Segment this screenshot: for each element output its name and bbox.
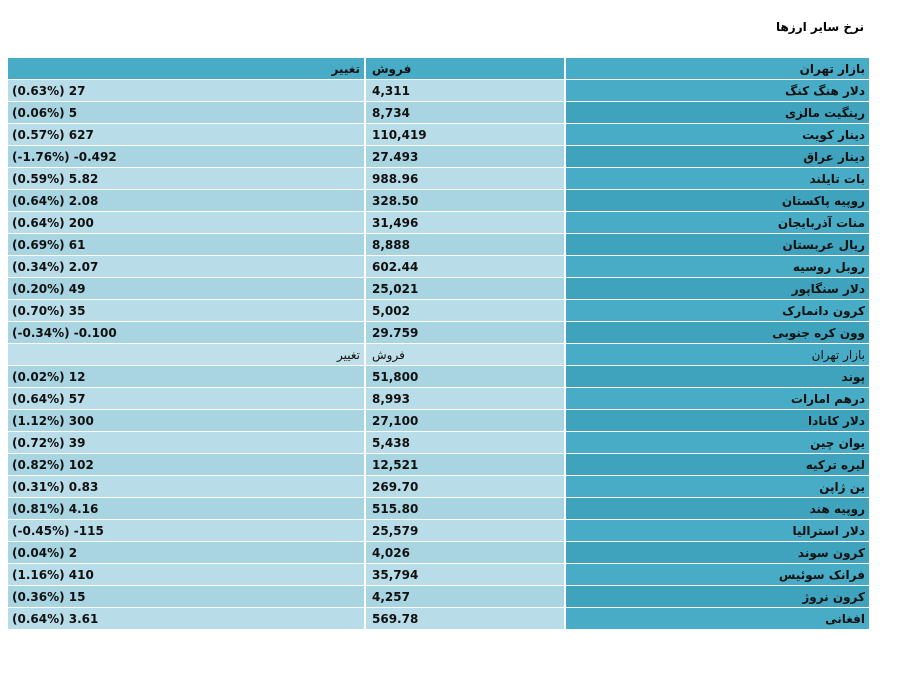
sell-cell: 569.78 xyxy=(366,608,566,630)
currency-name-cell: ین ژاپن xyxy=(566,476,869,498)
table-row xyxy=(8,212,869,234)
sell-cell: 8,888 xyxy=(366,234,566,256)
currency-name-cell: دینار عراق xyxy=(566,146,869,168)
change-cell: (1.16%) 410 xyxy=(8,564,366,586)
change-cell: (1.12%) 300 xyxy=(8,410,366,432)
change-cell: (0.81%) 4.16 xyxy=(8,498,366,520)
currency-name-cell: وون کره جنوبی xyxy=(566,322,869,344)
currency-name-cell: روپیه هند xyxy=(566,498,869,520)
table-row xyxy=(8,542,869,564)
currency-name-cell: دلار کانادا xyxy=(566,410,869,432)
sell-cell: 25,021 xyxy=(366,278,566,300)
change-cell: (0.64%) 200 xyxy=(8,212,366,234)
change-cell: (0.20%) 49 xyxy=(8,278,366,300)
sell-cell: 4,311 xyxy=(366,80,566,102)
subheader-sell: فروش xyxy=(366,344,566,366)
table-row xyxy=(8,366,869,388)
change-cell: (0.72%) 39 xyxy=(8,432,366,454)
sell-cell: 25,579 xyxy=(366,520,566,542)
sell-cell: 602.44 xyxy=(366,256,566,278)
change-cell: (0.06%) 5 xyxy=(8,102,366,124)
table-row xyxy=(8,454,869,476)
change-cell: (0.64%) 57 xyxy=(8,388,366,410)
table-row xyxy=(8,476,869,498)
currency-name-cell: فرانک سوئیس xyxy=(566,564,869,586)
change-cell: (0.31%) 0.83 xyxy=(8,476,366,498)
currency-name-cell: لیره ترکیه xyxy=(566,454,869,476)
change-cell: (0.63%) 27 xyxy=(8,80,366,102)
currency-name-cell: رینگیت مالزی xyxy=(566,102,869,124)
table-row xyxy=(8,300,869,322)
sell-cell: 4,257 xyxy=(366,586,566,608)
currency-name-cell: درهم امارات xyxy=(566,388,869,410)
table-row xyxy=(8,410,869,432)
change-cell: (0.82%) 102 xyxy=(8,454,366,476)
currency-name-cell: دلار هنگ کنگ xyxy=(566,80,869,102)
sell-cell: 269.70 xyxy=(366,476,566,498)
header-market: بازار تهران xyxy=(566,58,869,80)
change-cell: (0.64%) 2.08 xyxy=(8,190,366,212)
sell-cell: 515.80 xyxy=(366,498,566,520)
sell-cell: 31,496 xyxy=(366,212,566,234)
table-row xyxy=(8,190,869,212)
change-cell: (0.70%) 35 xyxy=(8,300,366,322)
sell-cell: 8,734 xyxy=(366,102,566,124)
sell-cell: 27,100 xyxy=(366,410,566,432)
sell-cell: 27.493 xyxy=(366,146,566,168)
table-row xyxy=(8,322,869,344)
table-row xyxy=(8,520,869,542)
currency-name-cell: پوند xyxy=(566,366,869,388)
table-row xyxy=(8,586,869,608)
currency-name-cell: ریال عربستان xyxy=(566,234,869,256)
table-row xyxy=(8,80,869,102)
sell-cell: 35,794 xyxy=(366,564,566,586)
header-sell: فروش xyxy=(366,58,566,80)
change-cell: (-0.45%) -115 xyxy=(8,520,366,542)
table-subheader-row xyxy=(8,344,869,366)
header-change: تغییر xyxy=(8,58,366,80)
subheader-change: تغییر xyxy=(8,344,366,366)
sell-cell: 51,800 xyxy=(366,366,566,388)
currency-name-cell: بات تایلند xyxy=(566,168,869,190)
table-row xyxy=(8,102,869,124)
currency-name-cell: روبل روسیه xyxy=(566,256,869,278)
table-row xyxy=(8,432,869,454)
currency-rates-table xyxy=(8,58,869,630)
currency-name-cell: کرون سوند xyxy=(566,542,869,564)
table-row xyxy=(8,256,869,278)
currency-name-cell: دینار کویت xyxy=(566,124,869,146)
sell-cell: 8,993 xyxy=(366,388,566,410)
table-row xyxy=(8,234,869,256)
currency-name-cell: کرون دانمارک xyxy=(566,300,869,322)
change-cell: (0.57%) 627 xyxy=(8,124,366,146)
currency-name-cell: یوان چین xyxy=(566,432,869,454)
sell-cell: 12,521 xyxy=(366,454,566,476)
sell-cell: 29.759 xyxy=(366,322,566,344)
currency-name-cell: روپیه پاکستان xyxy=(566,190,869,212)
table-row xyxy=(8,124,869,146)
currency-name-cell: کرون نروژ xyxy=(566,586,869,608)
change-cell: (0.64%) 3.61 xyxy=(8,608,366,630)
change-cell: (0.34%) 2.07 xyxy=(8,256,366,278)
table-header-row xyxy=(8,58,869,80)
sell-cell: 988.96 xyxy=(366,168,566,190)
change-cell: (0.02%) 12 xyxy=(8,366,366,388)
subheader-market: بازار تهران xyxy=(566,344,869,366)
sell-cell: 5,438 xyxy=(366,432,566,454)
table-row xyxy=(8,278,869,300)
table-row xyxy=(8,168,869,190)
table-row xyxy=(8,608,869,630)
change-cell: (0.04%) 2 xyxy=(8,542,366,564)
page-title: نرخ سایر ارزها xyxy=(775,20,864,34)
currency-name-cell: دلار استرالیا xyxy=(566,520,869,542)
sell-cell: 4,026 xyxy=(366,542,566,564)
table-row xyxy=(8,498,869,520)
sell-cell: 328.50 xyxy=(366,190,566,212)
table-row xyxy=(8,388,869,410)
currency-name-cell: افغانی xyxy=(566,608,869,630)
currency-name-cell: دلار سنگاپور xyxy=(566,278,869,300)
sell-cell: 5,002 xyxy=(366,300,566,322)
change-cell: (0.69%) 61 xyxy=(8,234,366,256)
table-row xyxy=(8,146,869,168)
sell-cell: 110,419 xyxy=(366,124,566,146)
change-cell: (-1.76%) -0.492 xyxy=(8,146,366,168)
currency-name-cell: منات آذربایجان xyxy=(566,212,869,234)
table-row xyxy=(8,564,869,586)
change-cell: (0.59%) 5.82 xyxy=(8,168,366,190)
change-cell: (-0.34%) -0.100 xyxy=(8,322,366,344)
change-cell: (0.36%) 15 xyxy=(8,586,366,608)
